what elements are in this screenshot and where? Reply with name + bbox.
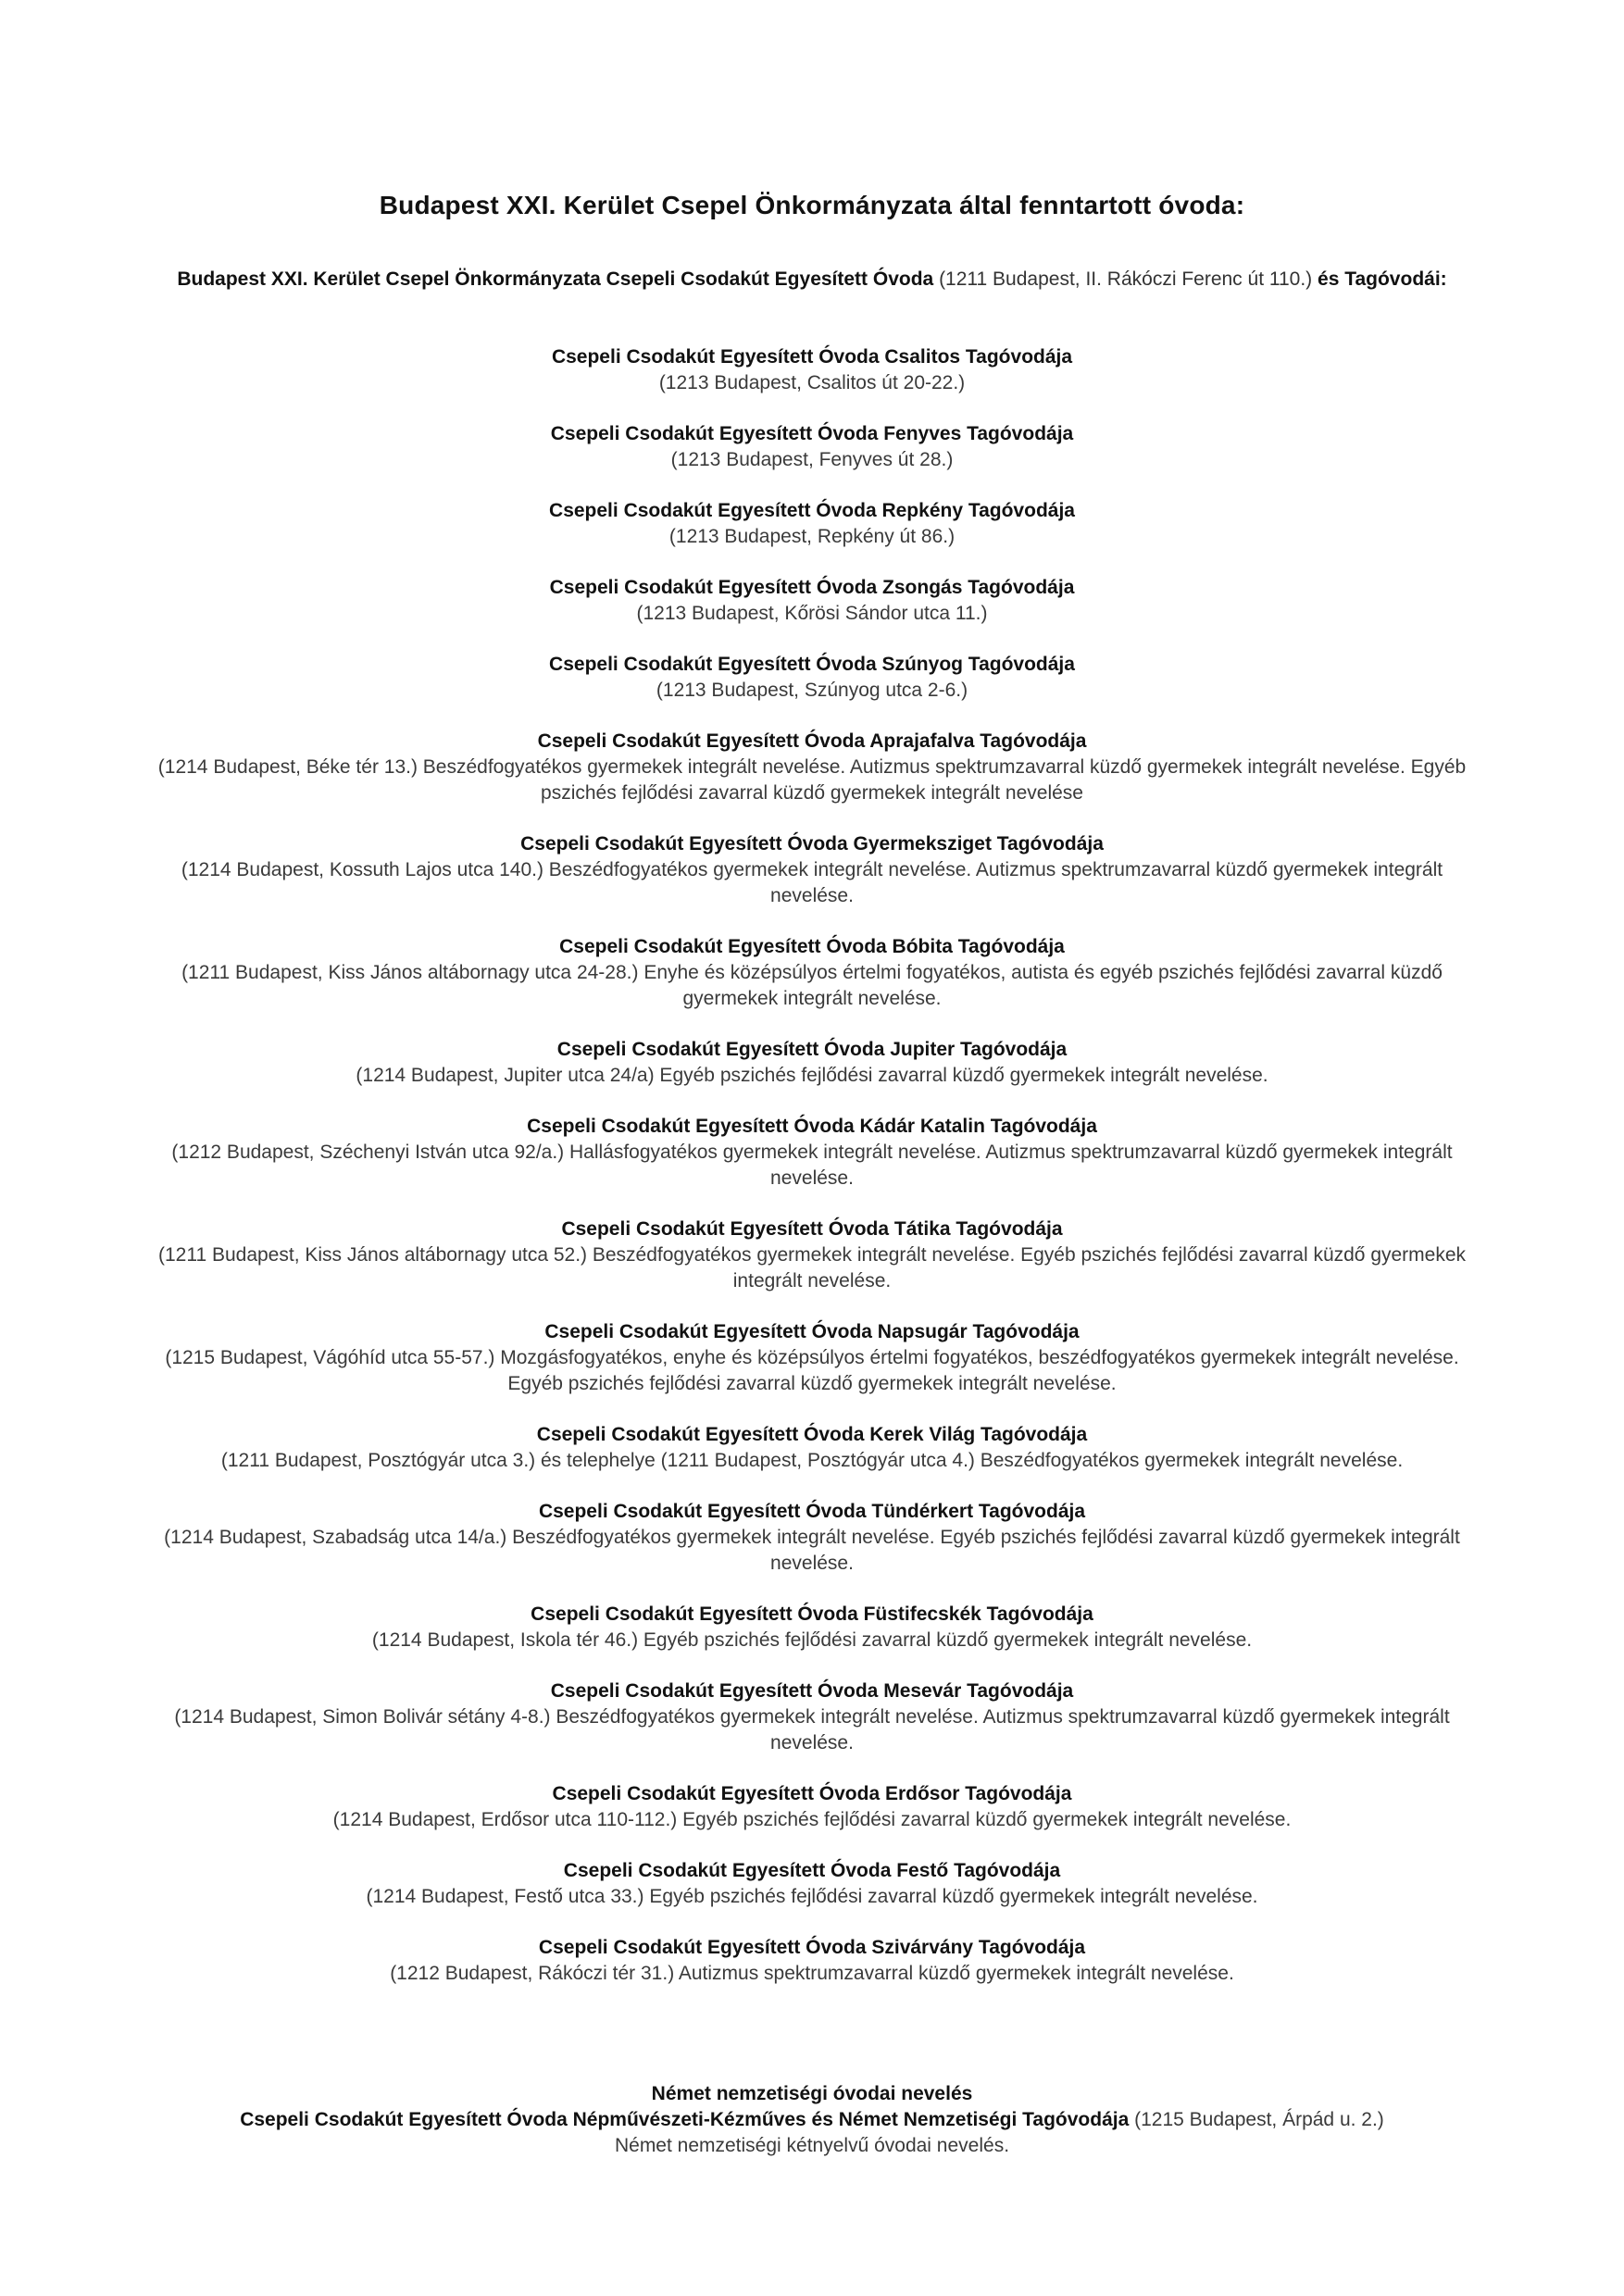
entry-detail: (1214 Budapest, Festő utca 33.) Egyéb pszichés fejlődési zavarral küzdő gyermekek integrált nevelése. [366, 1886, 1258, 1907]
entry-detail: (1215 Budapest, Vágóhíd utca 55-57.) Mozgásfogyatékos, enyhe és középsúlyos értelmi fogyatékos, beszédfogyatékos gyermekek integrált nevelése. Egyéb pszichés fejlődési zavarral küzdő gyermekek integrált nevelése. [165, 1347, 1459, 1394]
intro-paragraph [148, 267, 1476, 293]
entry-detail: (1214 Budapest, Kossuth Lajos utca 140.) Beszédfogyatékos gyermekek integrált nevelése. Autizmus spektrumzavarral küzdő gyermekek integrált nevelése. [181, 859, 1443, 906]
entry-name: Csepeli Csodakút Egyesített Óvoda Repkény Tagóvodája [549, 500, 1075, 521]
entry-detail: (1214 Budapest, Jupiter utca 24/a) Egyéb pszichés fejlődési zavarral küzdő gyermekek integrált nevelése. [356, 1065, 1268, 1086]
intro-address: (1211 Budapest, II. Rákóczi Ferenc út 110.) [933, 268, 1318, 290]
entry-name: Csepeli Csodakút Egyesített Óvoda Napsugár Tagóvodája [544, 1321, 1080, 1342]
kindergarten-entry [157, 575, 1467, 627]
kindergarten-entry [157, 1114, 1467, 1192]
entry-name: Csepeli Csodakút Egyesített Óvoda Tündérkert Tagóvodája [538, 1501, 1086, 1522]
entry-name: Csepeli Csodakút Egyesített Óvoda Zsongás Tagóvodája [549, 577, 1075, 598]
entry-detail: (1214 Budapest, Iskola tér 46.) Egyéb pszichés fejlődési zavarral küzdő gyermekek integrált nevelése. [371, 1629, 1253, 1651]
kindergarten-entry [157, 1602, 1467, 1653]
document-title: Budapest XXI. Kerület Csepel Önkormányzata által fenntartott óvoda: [379, 191, 1245, 219]
entry-name: Csepeli Csodakút Egyesített Óvoda Kádár Katalin Tagóvodája [527, 1116, 1097, 1137]
intro-suffix: és Tagóvodái: [1318, 268, 1447, 290]
kindergarten-entry [157, 831, 1467, 909]
kindergarten-entry [157, 1217, 1467, 1294]
section-heading: Német nemzetiségi óvodai nevelés [651, 2083, 973, 2104]
closing-entry [148, 2107, 1476, 2133]
entry-name: Csepeli Csodakút Egyesített Óvoda Szúnyog Tagóvodája [549, 654, 1075, 675]
entry-detail: (1211 Budapest, Posztógyár utca 3.) és telephelye (1211 Budapest, Posztógyár utca 4.) Beszédfogyatékos gyermekek integrált nevelése. [220, 1450, 1404, 1471]
kindergarten-entry [157, 421, 1467, 473]
kindergarten-entry [157, 1858, 1467, 1910]
kindergarten-entry [157, 344, 1467, 396]
kindergarten-entry [157, 1037, 1467, 1089]
entry-name: Csepeli Csodakút Egyesített Óvoda Erdősor Tagóvodája [552, 1783, 1072, 1804]
kindergarten-entry [157, 1781, 1467, 1833]
kindergarten-entry [157, 1319, 1467, 1397]
entry-name: Csepeli Csodakút Egyesített Óvoda Fenyves Tagóvodája [550, 423, 1074, 444]
entry-name: Csepeli Csodakút Egyesített Óvoda Népművészeti-Kézműves és Német Nemzetiségi Tagóvodája [240, 2109, 1130, 2130]
entry-name: Csepeli Csodakút Egyesített Óvoda Bóbita Tagóvodája [559, 936, 1065, 957]
entry-name: Csepeli Csodakút Egyesített Óvoda Aprajafalva Tagóvodája [537, 730, 1087, 752]
entry-name: Csepeli Csodakút Egyesített Óvoda Jupiter Tagóvodája [556, 1039, 1068, 1060]
entry-name: Csepeli Csodakút Egyesített Óvoda Csalitos Tagóvodája [551, 346, 1073, 368]
entry-detail: (1213 Budapest, Kőrösi Sándor utca 11.) [636, 603, 988, 624]
entry-detail: (1211 Budapest, Kiss János altábornagy utca 52.) Beszédfogyatékos gyermekek integrált nevelése. Egyéb pszichés fejlődési zavarral küzdő gyermekek integrált nevelése. [157, 1244, 1467, 1292]
entry-detail: Német nemzetiségi kétnyelvű óvodai nevelés. [614, 2135, 1010, 2156]
entry-name: Csepeli Csodakút Egyesített Óvoda Kerek Világ Tagóvodája [536, 1424, 1088, 1445]
entry-detail: (1212 Budapest, Rákóczi tér 31.) Autizmus spektrumzavarral küzdő gyermekek integrált nevelése. [390, 1963, 1234, 1984]
entry-detail: (1211 Budapest, Kiss János altábornagy utca 24-28.) Enyhe és középsúlyos értelmi fogyatékos, autista és egyéb pszichés fejlődési zavarral küzdő gyermekek integrált nevelése. [181, 962, 1443, 1009]
entry-detail: (1214 Budapest, Simon Bolivár sétány 4-8.) Beszédfogyatékos gyermekek integrált nevelése. Autizmus spektrumzavarral küzdő gyermekek integrált nevelése. [174, 1706, 1450, 1753]
entry-detail: (1214 Budapest, Erdősor utca 110-112.) Egyéb pszichés fejlődési zavarral küzdő gyermekek integrált nevelése. [332, 1809, 1292, 1830]
kindergarten-entry [157, 729, 1467, 806]
german-nationality-section [148, 2081, 1476, 2159]
entry-detail: (1213 Budapest, Csalitos út 20-22.) [658, 372, 966, 393]
kindergarten-entry [157, 1678, 1467, 1756]
entry-name: Csepeli Csodakút Egyesített Óvoda Mesevár Tagóvodája [550, 1680, 1074, 1702]
entry-detail: (1212 Budapest, Széchenyi István utca 92/a.) Hallásfogyatékos gyermekek integrált nevelése. Autizmus spektrumzavarral küzdő gyermekek integrált nevelése. [171, 1142, 1453, 1189]
entry-name: Csepeli Csodakút Egyesített Óvoda Festő Tagóvodája [563, 1860, 1061, 1881]
entry-detail: (1214 Budapest, Béke tér 13.) Beszédfogyatékos gyermekek integrált nevelése. Autizmus spektrumzavarral küzdő gyermekek integrált nevelése. Egyéb pszichés fejlődési zavarral küzdő gyermekek integrált nevelése [157, 756, 1467, 804]
kindergarten-list [157, 344, 1467, 2012]
entry-name: Csepeli Csodakút Egyesített Óvoda Szivárvány Tagóvodája [538, 1937, 1086, 1958]
kindergarten-entry [157, 652, 1467, 704]
entry-detail: (1214 Budapest, Szabadság utca 14/a.) Beszédfogyatékos gyermekek integrált nevelése. Egyéb pszichés fejlődési zavarral küzdő gyermekek integrált nevelése. [164, 1527, 1460, 1574]
kindergarten-entry [157, 1935, 1467, 1987]
entry-detail: (1213 Budapest, Repkény út 86.) [668, 526, 956, 547]
entry-address: (1215 Budapest, Árpád u. 2.) [1129, 2109, 1384, 2130]
kindergarten-entry [157, 498, 1467, 550]
entry-detail: (1213 Budapest, Szúnyog utca 2-6.) [656, 680, 968, 701]
entry-detail: (1213 Budapest, Fenyves út 28.) [670, 449, 954, 470]
intro-institution-name: Budapest XXI. Kerület Csepel Önkormányzata Csepeli Csodakút Egyesített Óvoda [177, 268, 934, 290]
kindergarten-entry [157, 1499, 1467, 1577]
entry-name: Csepeli Csodakút Egyesített Óvoda Gyermeksziget Tagóvodája [520, 833, 1104, 855]
kindergarten-entry [157, 934, 1467, 1012]
entry-name: Csepeli Csodakút Egyesített Óvoda Füstifecskék Tagóvodája [531, 1603, 1093, 1625]
kindergarten-entry [157, 1422, 1467, 1474]
entry-name: Csepeli Csodakút Egyesített Óvoda Tátika Tagóvodája [561, 1218, 1063, 1240]
